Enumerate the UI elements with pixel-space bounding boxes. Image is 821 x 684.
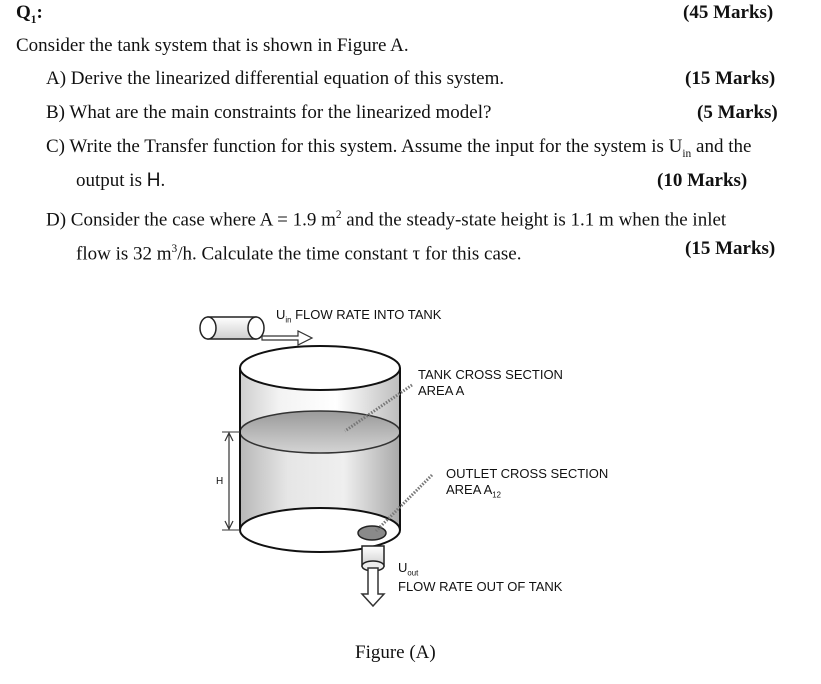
cross-section-label-line2: AREA A bbox=[418, 383, 465, 398]
outlet-label-line2: AREA $A_{12}$ bbox=[446, 482, 501, 500]
question-intro: Consider the tank system that is shown in Figure A. bbox=[16, 35, 409, 56]
outlet-label-line1: OUTLET CROSS SECTION bbox=[446, 466, 609, 481]
height-label: H bbox=[216, 476, 224, 487]
part-a-text: A) Derive the linearized differential equation of this system. bbox=[46, 68, 505, 89]
tank-body bbox=[240, 346, 400, 552]
outlet-pipe bbox=[362, 546, 384, 606]
part-d-line2: flow is 32 $m^3/h$. Calculate the time constant τ for this case. bbox=[76, 243, 522, 265]
part-b-text: B) What are the main constraints for the linearized model? bbox=[46, 102, 492, 123]
outflow-label: FLOW RATE OUT OF TANK bbox=[398, 579, 563, 594]
total-marks: (45 Marks) bbox=[683, 2, 774, 23]
height-dimension bbox=[222, 432, 240, 530]
figure-caption: Figure (A) bbox=[355, 642, 436, 663]
part-b-marks: (5 Marks) bbox=[697, 102, 778, 123]
part-c-marks: (10 Marks) bbox=[657, 170, 748, 191]
part-c-line2: output is H. bbox=[76, 170, 166, 191]
inflow-label: $U_{in}$ FLOW RATE INTO TANK bbox=[276, 307, 442, 325]
part-d-line1: D) Consider the case where A = 1.9 $m^2$ and the steady-state height is 1.1 m when the inlet bbox=[46, 209, 727, 231]
outlet-hole bbox=[358, 526, 386, 540]
part-c-line1: C) Write the Transfer function for this system. Assume the input for the system is $U_{in}$ and the bbox=[46, 136, 752, 160]
outflow-variable: $U_{out}$ bbox=[398, 560, 419, 578]
part-d-marks: (15 Marks) bbox=[685, 238, 776, 259]
part-a-marks: (15 Marks) bbox=[685, 68, 776, 89]
cross-section-label-line1: TANK CROSS SECTION bbox=[418, 367, 563, 382]
question-number: $Q_1$: bbox=[16, 2, 43, 26]
